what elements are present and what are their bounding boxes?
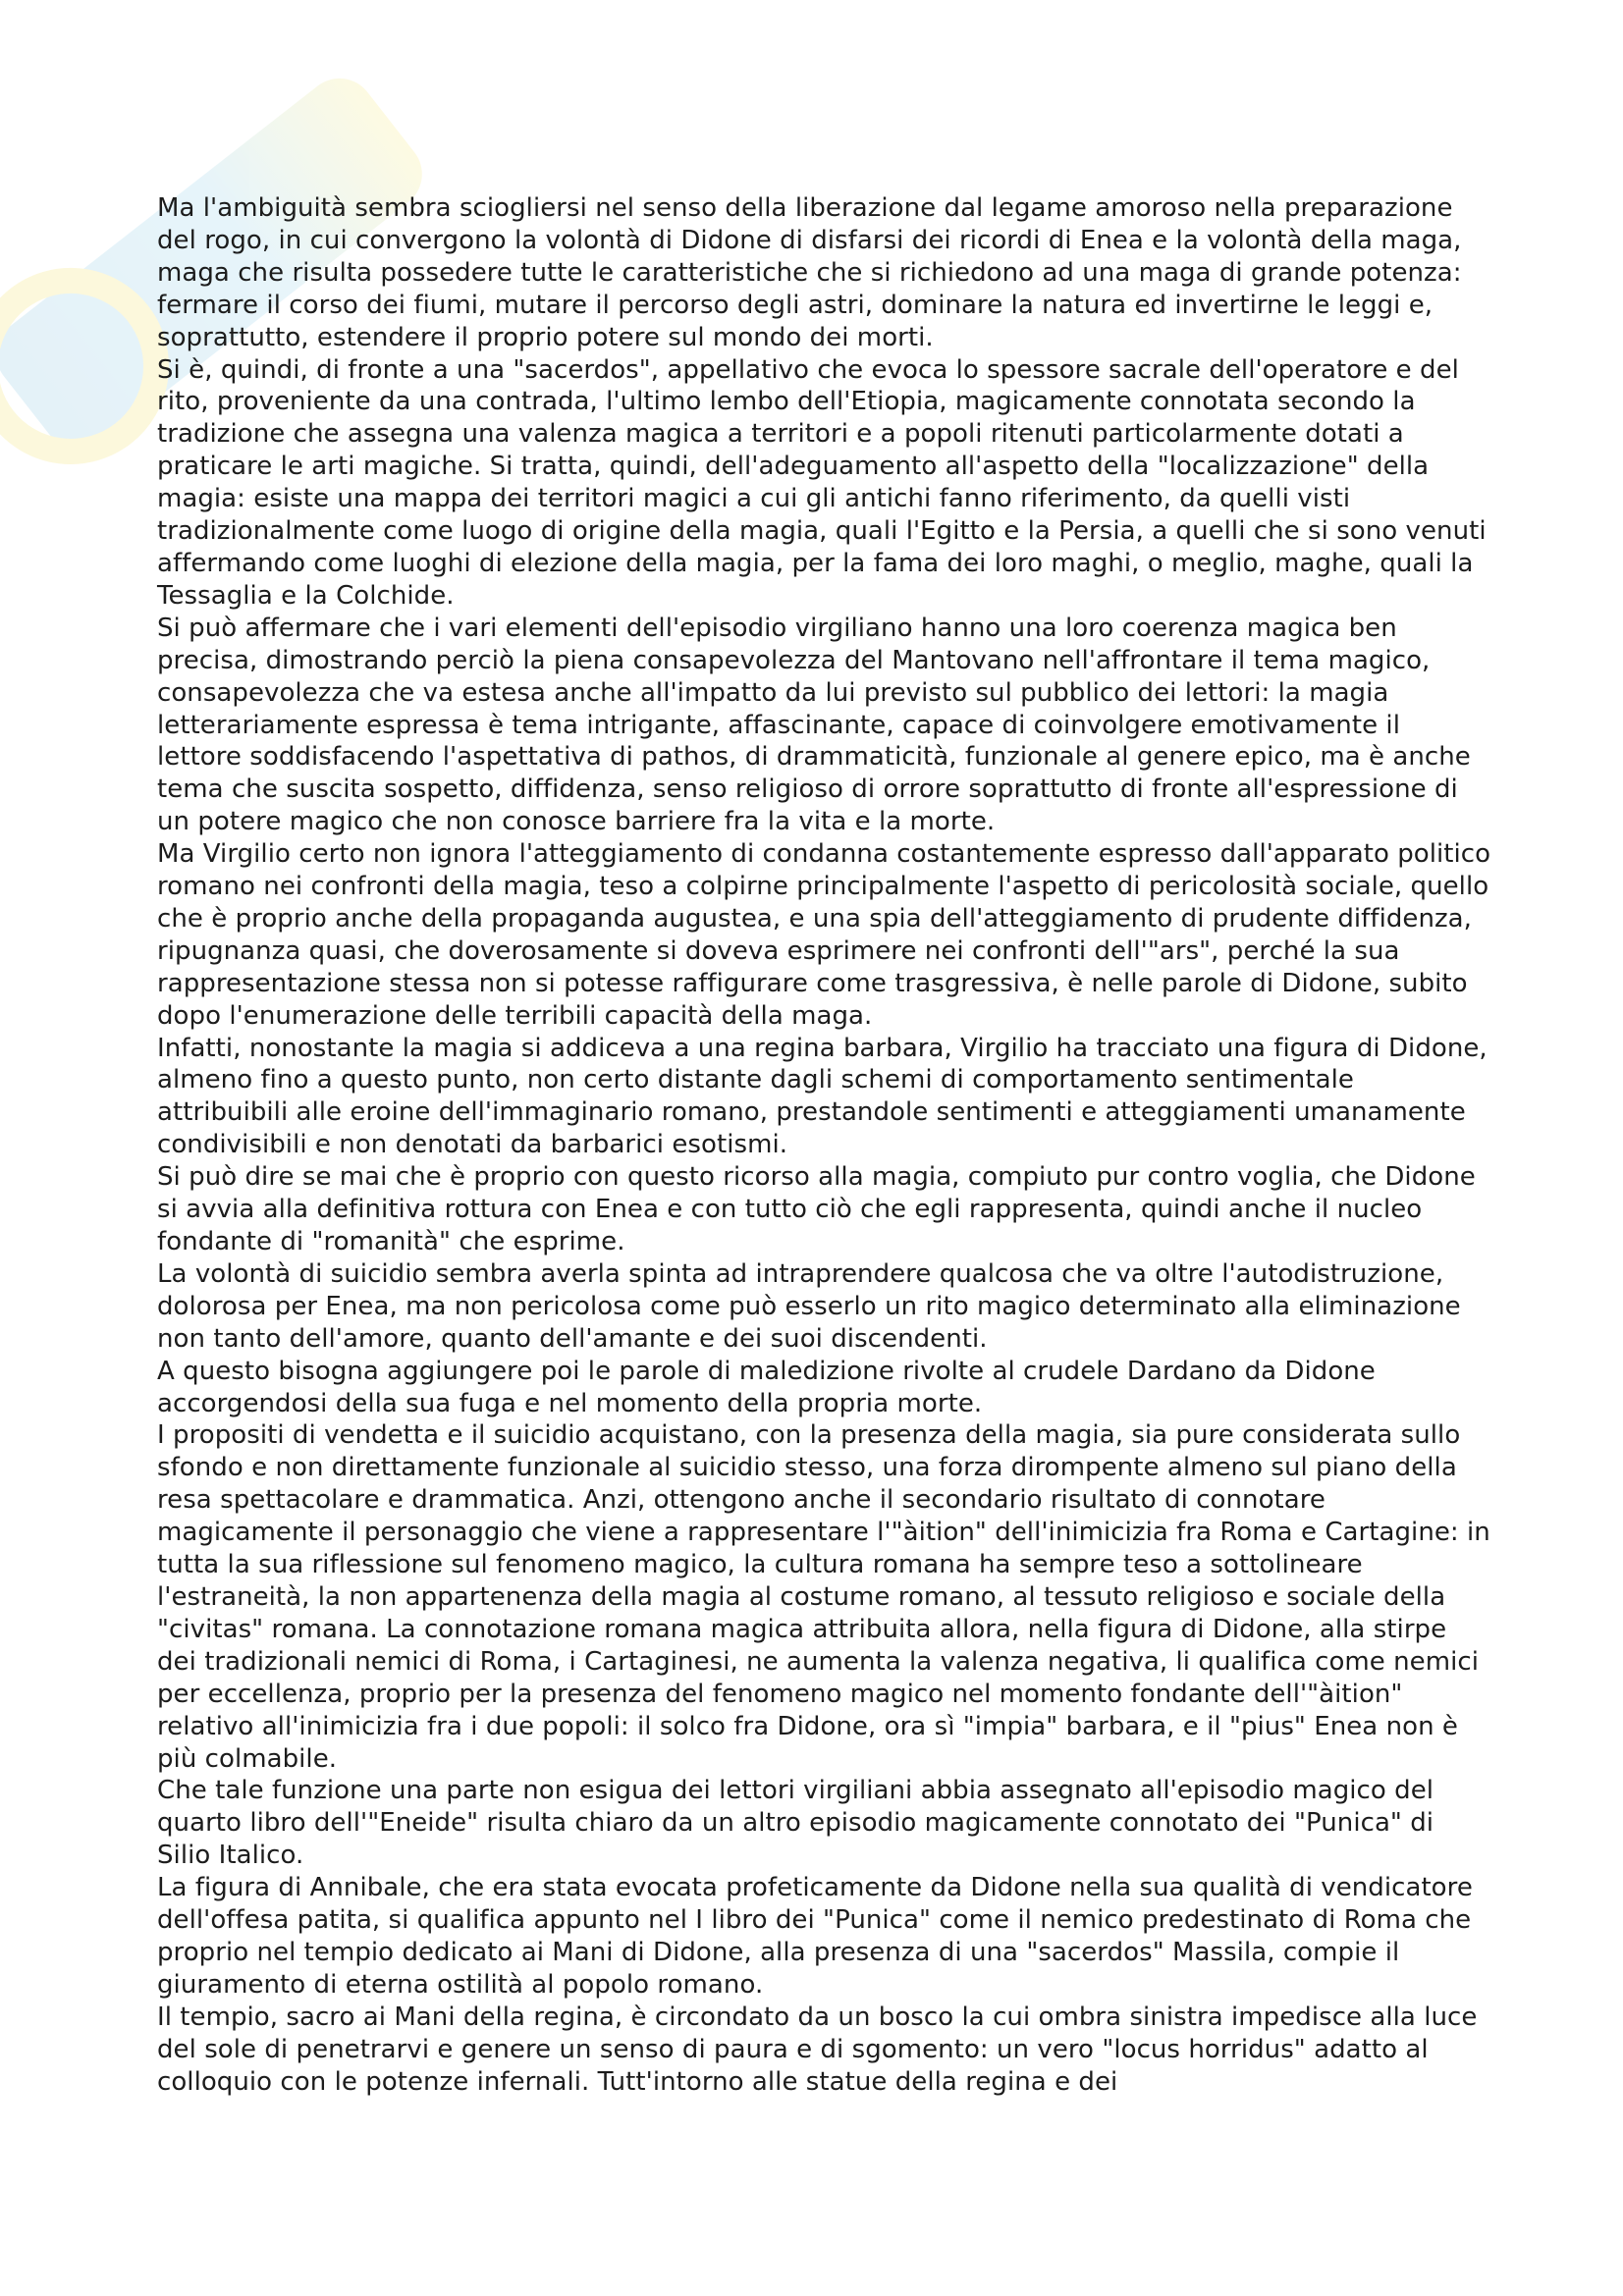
paragraph: Si può dire se mai che è proprio con questo ricorso alla magia, compiuto pur contro voglia, che Didone si avvia alla definitiva rottura con Enea e con tutto ciò che egli rappresenta, quindi anche il nucleo fondante di "romanità" che esprime. xyxy=(157,1162,1476,1256)
paragraph: Ma l'ambiguità sembra sciogliersi nel senso della liberazione dal legame amoroso nella preparazione del rogo, in cui convergono la volontà di Didone di disfarsi dei ricordi di Enea e la volontà della maga, maga che risulta possedere tutte le caratteristiche che si richiedono ad una maga di grande potenza: fermare il corso dei fiumi, mutare il percorso degli astri, dominare la natura ed invertirne le leggi e, soprattutto, estendere il proprio potere sul mondo dei morti. xyxy=(157,193,1462,352)
paragraph: Ma Virgilio certo non ignora l'atteggiamento di condanna costantemente espresso dall'apparato politico romano nei confronti della magia, teso a colpirne principalmente l'aspetto di pericolosità sociale, quello che è proprio anche della propaganda augustea, e una spia dell'atteggiamento di prudente diffidenza, ripugnanza quasi, che doverosamente si doveva esprimere nei confronti dell'"ars", perché la sua rappresentazione stessa non si potesse raffigurare come trasgressiva, è nelle parole di Didone, subito dopo l'enumerazione delle terribili capacità della maga. xyxy=(157,839,1491,1031)
paragraph: Si può affermare che i vari elementi dell'episodio virgiliano hanno una loro coerenza magica ben precisa, dimostrando perciò la piena consapevolezza del Mantovano nell'affrontare il tema magico, consapevolezza che va estesa anche all'impatto da lui previsto sul pubblico dei lettori: la magia letterariamente espressa è tema intrigante, affascinante, capace di coinvolgere emotivamente il lettore soddisfacendo l'aspettativa di pathos, di drammaticità, funzionale al genere epico, ma è anche tema che suscita sospetto, diffidenza, senso religioso di orrore soprattutto di fronte all'espressione di un potere magico che non conosce barriere fra la vita e la morte. xyxy=(157,613,1471,837)
paragraph: I propositi di vendetta e il suicidio acquistano, con la presenza della magia, sia pure considerata sullo sfondo e non direttamente funzionale al suicidio stesso, una forza dirompente almeno sul piano della resa spettacolare e drammatica. Anzi, ottengono anche il secondario risultato di connotare magicamente il personaggio che viene a rappresentare l'"àition" dell'inimicizia fra Roma e Cartagine: in tutta la sua riflessione sul fenomeno magico, la cultura romana ha sempre teso a sottolineare l'estraneità, la non appartenenza della magia al costume romano, al tessuto religioso e sociale della "civitas" romana. La connotazione romana magica attribuita allora, nella figura di Didone, alla stirpe dei tradizionali nemici di Roma, i Cartaginesi, ne aumenta la valenza negativa, li qualifica come nemici per eccellenza, proprio per la presenza del fenomeno magico nel momento fondante dell'"àition" relativo all'inimicizia fra i due popoli: il solco fra Didone, ora sì "impia" barbara, e il "pius" Enea non è più colmabile. xyxy=(157,1420,1490,1774)
paragraph: Che tale funzione una parte non esigua dei lettori virgiliani abbia assegnato all'episodio magico del quarto libro dell'"Eneide" risulta chiaro da un altro episodio magicamente connotato dei "Punica" di Silio Italico. xyxy=(157,1776,1434,1871)
paragraph: A questo bisogna aggiungere poi le parole di maledizione rivolte al crudele Dardano da Didone accorgendosi della sua fuga e nel momento della propria morte. xyxy=(157,1356,1376,1418)
document-body xyxy=(157,192,1492,2098)
paragraph: Il tempio, sacro ai Mani della regina, è circondato da un bosco la cui ombra sinistra impedisce alla luce del sole di penetrarvi e genere un senso di paura e di sgomento: un vero "locus horridus" adatto al colloquio con le potenze infernali. Tutt'intorno alle statue della regina e dei xyxy=(157,2002,1478,2097)
paragraph: La figura di Annibale, che era stata evocata profeticamente da Didone nella sua qualità di vendicatore dell'offesa patita, si qualifica appunto nel I libro dei "Punica" come il nemico predestinato di Roma che proprio nel tempio dedicato ai Mani di Didone, alla presenza di una "sacerdos" Massila, compie il giuramento di eterna ostilità al popolo romano. xyxy=(157,1873,1473,2000)
paragraph: La volontà di suicidio sembra averla spinta ad intraprendere qualcosa che va oltre l'autodistruzione, dolorosa per Enea, ma non pericolosa come può esserlo un rito magico determinato alla eliminazione non tanto dell'amore, quanto dell'amante e dei suoi discendenti. xyxy=(157,1258,1461,1354)
paragraph: Infatti, nonostante la magia si addiceva a una regina barbara, Virgilio ha tracciato una figura di Didone, almeno fino a questo punto, non certo distante dagli schemi di comportamento sentimentale attribuibili alle eroine dell'immaginario romano, prestandole sentimenti e atteggiamenti umanamente condivisibili e non denotati da barbarici esotismi. xyxy=(157,1033,1488,1160)
paragraph: Si è, quindi, di fronte a una "sacerdos", appellativo che evoca lo spessore sacrale dell'operatore e del rito, proveniente da una contrada, l'ultimo lembo dell'Etiopia, magicamente connotata secondo la tradizione che assegna una valenza magica a territori e a popoli ritenuti particolarmente dotati a praticare le arti magiche. Si tratta, quindi, dell'adeguamento all'aspetto della "localizzazione" della magia: esiste una mappa dei territori magici a cui gli antichi fanno riferimento, da quelli visti tradizionalmente come luogo di origine della magia, quali l'Egitto e la Persia, a quelli che si sono venuti affermando come luoghi di elezione della magia, per la fama dei loro maghi, o meglio, maghe, quali la Tessaglia e la Colchide. xyxy=(157,354,1487,611)
